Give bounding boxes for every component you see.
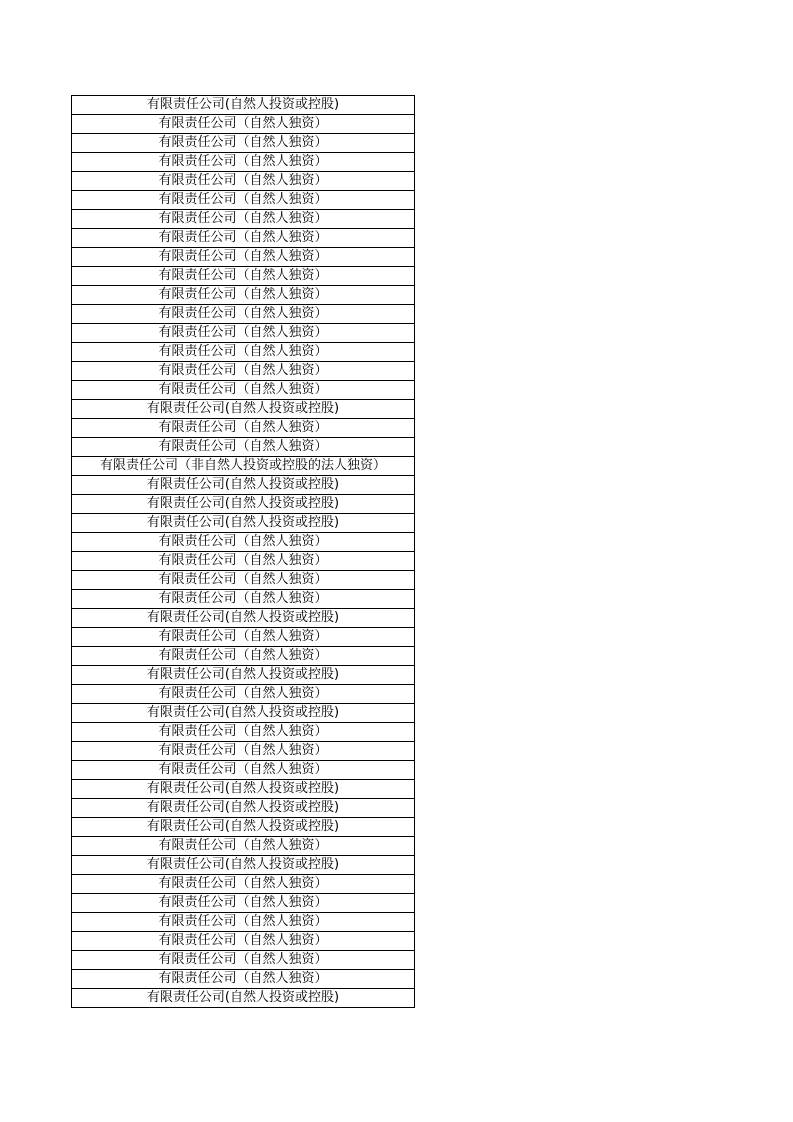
company-type-cell: 有限责任公司(自然人投资或控股): [72, 666, 415, 685]
table-row: [72, 495, 415, 514]
company-type-cell: 有限责任公司(自然人投资或控股): [72, 514, 415, 533]
table-row: [72, 400, 415, 419]
table-row: [72, 552, 415, 571]
table-row: [72, 229, 415, 248]
table-row: [72, 267, 415, 286]
table-row: [72, 571, 415, 590]
table-row: [72, 210, 415, 229]
table-row: [72, 628, 415, 647]
company-type-cell: 有限责任公司（非自然人投资或控股的法人独资）: [72, 457, 415, 476]
company-type-cell: 有限责任公司（自然人独资）: [72, 628, 415, 647]
table-row: [72, 172, 415, 191]
table-row: [72, 476, 415, 495]
company-type-cell: 有限责任公司（自然人独资）: [72, 115, 415, 134]
table-row: [72, 457, 415, 476]
table-row: [72, 970, 415, 989]
company-type-cell: 有限责任公司(自然人投资或控股): [72, 400, 415, 419]
company-type-cell: 有限责任公司（自然人独资）: [72, 742, 415, 761]
company-type-cell: 有限责任公司（自然人独资）: [72, 571, 415, 590]
company-type-cell: 有限责任公司（自然人独资）: [72, 875, 415, 894]
table-row: [72, 837, 415, 856]
company-type-cell: 有限责任公司（自然人独资）: [72, 362, 415, 381]
company-type-cell: 有限责任公司（自然人独资）: [72, 153, 415, 172]
table-row: [72, 96, 415, 115]
company-type-cell: 有限责任公司（自然人独资）: [72, 552, 415, 571]
company-type-cell: 有限责任公司（自然人独资）: [72, 210, 415, 229]
company-type-cell: 有限责任公司（自然人独资）: [72, 172, 415, 191]
company-type-cell: 有限责任公司（自然人独资）: [72, 837, 415, 856]
company-type-cell: 有限责任公司(自然人投资或控股): [72, 818, 415, 837]
table-row: [72, 533, 415, 552]
company-type-cell: 有限责任公司（自然人独资）: [72, 381, 415, 400]
company-type-cell: 有限责任公司（自然人独资）: [72, 191, 415, 210]
company-type-cell: 有限责任公司(自然人投资或控股): [72, 96, 415, 115]
table-row: [72, 780, 415, 799]
table-row: [72, 248, 415, 267]
table-row: [72, 685, 415, 704]
table-row: [72, 894, 415, 913]
table-row: [72, 951, 415, 970]
company-type-cell: 有限责任公司（自然人独资）: [72, 533, 415, 552]
company-type-table-body: [72, 96, 415, 1008]
company-type-cell: 有限责任公司（自然人独资）: [72, 134, 415, 153]
table-row: [72, 191, 415, 210]
table-row: [72, 932, 415, 951]
company-type-cell: 有限责任公司(自然人投资或控股): [72, 609, 415, 628]
table-row: [72, 419, 415, 438]
company-type-cell: 有限责任公司(自然人投资或控股): [72, 856, 415, 875]
table-row: [72, 115, 415, 134]
company-type-cell: 有限责任公司(自然人投资或控股): [72, 989, 415, 1008]
table-row: [72, 666, 415, 685]
table-row: [72, 381, 415, 400]
company-type-cell: 有限责任公司(自然人投资或控股): [72, 780, 415, 799]
table-row: [72, 134, 415, 153]
company-type-cell: 有限责任公司(自然人投资或控股): [72, 704, 415, 723]
company-type-cell: 有限责任公司(自然人投资或控股): [72, 799, 415, 818]
company-type-cell: 有限责任公司（自然人独资）: [72, 286, 415, 305]
table-row: [72, 742, 415, 761]
company-type-cell: 有限责任公司（自然人独资）: [72, 761, 415, 780]
company-type-cell: 有限责任公司（自然人独资）: [72, 248, 415, 267]
company-type-cell: 有限责任公司(自然人投资或控股): [72, 495, 415, 514]
company-type-cell: 有限责任公司（自然人独资）: [72, 932, 415, 951]
table-row: [72, 856, 415, 875]
company-type-cell: 有限责任公司（自然人独资）: [72, 229, 415, 248]
company-type-cell: 有限责任公司（自然人独资）: [72, 894, 415, 913]
table-row: [72, 989, 415, 1008]
table-row: [72, 514, 415, 533]
company-type-cell: 有限责任公司(自然人投资或控股): [72, 476, 415, 495]
table-row: [72, 818, 415, 837]
table-row: [72, 590, 415, 609]
table-row: [72, 913, 415, 932]
table-row: [72, 704, 415, 723]
company-type-cell: 有限责任公司（自然人独资）: [72, 723, 415, 742]
company-type-cell: 有限责任公司（自然人独资）: [72, 438, 415, 457]
company-type-cell: 有限责任公司（自然人独资）: [72, 343, 415, 362]
table-row: [72, 761, 415, 780]
table-row: [72, 438, 415, 457]
company-type-cell: 有限责任公司（自然人独资）: [72, 305, 415, 324]
company-type-cell: 有限责任公司（自然人独资）: [72, 913, 415, 932]
company-type-cell: 有限责任公司（自然人独资）: [72, 647, 415, 666]
company-type-cell: 有限责任公司（自然人独资）: [72, 590, 415, 609]
table-row: [72, 875, 415, 894]
company-type-cell: 有限责任公司（自然人独资）: [72, 324, 415, 343]
table-row: [72, 647, 415, 666]
company-type-cell: 有限责任公司（自然人独资）: [72, 685, 415, 704]
table-row: [72, 362, 415, 381]
company-type-cell: 有限责任公司（自然人独资）: [72, 419, 415, 438]
company-type-cell: 有限责任公司（自然人独资）: [72, 951, 415, 970]
company-type-cell: 有限责任公司（自然人独资）: [72, 970, 415, 989]
table-row: [72, 286, 415, 305]
table-row: [72, 799, 415, 818]
company-type-cell: 有限责任公司（自然人独资）: [72, 267, 415, 286]
table-row: [72, 153, 415, 172]
table-row: [72, 609, 415, 628]
table-row: [72, 343, 415, 362]
table-row: [72, 305, 415, 324]
company-type-table: [71, 95, 415, 1008]
table-row: [72, 723, 415, 742]
table-row: [72, 324, 415, 343]
